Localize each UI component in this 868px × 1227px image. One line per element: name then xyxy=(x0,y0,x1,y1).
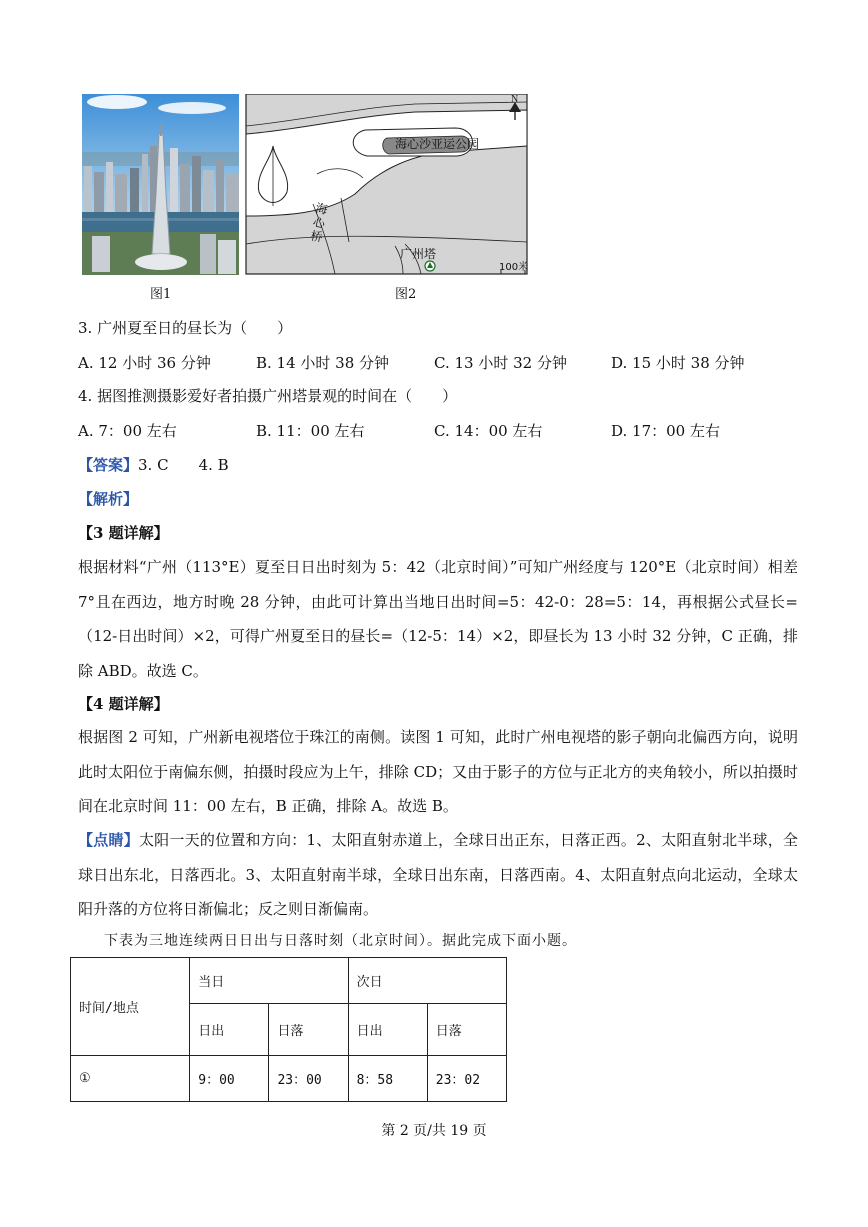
figure-1-caption: 图1 xyxy=(150,287,172,302)
city-skyline-image xyxy=(82,94,239,275)
map-north-label: N xyxy=(511,94,519,105)
question-3-stem: 3. 广州夏至日的昼长为（ ） xyxy=(78,319,293,337)
map-tower-label: 广州塔 xyxy=(400,247,437,261)
detail-4-body: 根据图 2 可知，广州新电视塔位于珠江的南侧。读图 1 可知，此时广州电视塔的影子朝向北偏西方向，说明此时太阳位于南偏东侧，拍摄时段应为上午，排除 CD；又由于影子的方位与正北方的夹角较小，所以拍摄时间在北京时间 11：00 左右，B 正确，排除 A。故选 B。 xyxy=(78,728,798,815)
table-subheader-cell: 日落 xyxy=(427,1004,506,1056)
map-scale-label: 100米 xyxy=(499,262,529,273)
answer-label: 【答案】 xyxy=(78,456,139,474)
q3-option-c: C. 13 小时 32 分钟 xyxy=(434,354,567,372)
detail-3-title: 【3 题详解】 xyxy=(78,524,169,542)
detail-3-body: 根据材料“广州（113°E）夏至日日出时刻为 5：42（北京时间）”可知广州经度与 120°E（北京时间）相差 7°且在西边，地方时晚 28 分钟，由此可计算出当地日出时间=5：42-0：28=5：14，再根据公式昼长=（12-日出时间）×2，可得广州夏至日的昼长=（12-5：14）×2，即昼长为 13 小时 32 分钟，C 正确，排除 ABD。故选 C。 xyxy=(78,558,798,680)
table-intro: 下表为三地连续两日日出与日落时刻（北京时间）。据此完成下面小题。 xyxy=(104,933,577,949)
table-cell: 23：02 xyxy=(427,1056,506,1102)
tip-body: 太阳一天的位置和方向：1、太阳直射赤道上，全球日出正东，日落正西。2、太阳直射北半球，全球日出东北，日落西北。3、太阳直射南半球，全球日出东南，日落西南。4、太阳直射点向北运动，全球太阳升落的方位将日渐偏北；反之则日渐偏南。 xyxy=(78,831,798,918)
area-map xyxy=(245,94,529,275)
table-place-cell: ① xyxy=(71,1056,190,1102)
figure-1-photo xyxy=(82,94,239,275)
table-corner-cell: 时间/地点 xyxy=(71,958,190,1056)
table-cell: 8：58 xyxy=(348,1056,427,1102)
table-cell: 23：00 xyxy=(269,1056,348,1102)
figure-2-caption: 图2 xyxy=(395,287,417,302)
q3-option-a: A. 12 小时 36 分钟 xyxy=(78,354,211,372)
analysis-label: 【解析】 xyxy=(78,490,139,508)
map-park-label: 海心沙亚运公园 xyxy=(395,137,480,151)
q3-option-d: D. 15 小时 38 分钟 xyxy=(611,354,745,372)
tip-label: 【点睛】 xyxy=(78,831,139,849)
q3-option-b: B. 14 小时 38 分钟 xyxy=(256,354,390,372)
sunrise-sunset-table xyxy=(70,957,507,1102)
table-subheader-cell: 日出 xyxy=(190,1004,269,1056)
answer-text: 3. C 4. B xyxy=(138,456,229,474)
table-cell: 9：00 xyxy=(190,1056,269,1102)
detail-4-title: 【4 题详解】 xyxy=(78,695,169,713)
table-subheader-cell: 日出 xyxy=(348,1004,427,1056)
q4-option-c: C. 14：00 左右 xyxy=(434,422,543,440)
tip-paragraph xyxy=(78,823,798,927)
table-header-day2: 次日 xyxy=(348,958,506,1004)
table-row xyxy=(71,1056,507,1102)
page-footer: 第 2 页/共 19 页 xyxy=(381,1123,487,1139)
q4-option-d: D. 17：00 左右 xyxy=(611,422,720,440)
table-header-day1: 当日 xyxy=(190,958,348,1004)
map-bridge-label: 海心桥 xyxy=(309,201,329,245)
table-subheader-cell: 日落 xyxy=(269,1004,348,1056)
answer-line xyxy=(78,455,229,475)
q4-option-b: B. 11：00 左右 xyxy=(256,422,365,440)
q4-option-a: A. 7：00 左右 xyxy=(78,422,177,440)
figure-2-map xyxy=(245,94,529,275)
question-4-stem: 4. 据图推测摄影爱好者拍摄广州塔景观的时间在（ ） xyxy=(78,387,458,405)
